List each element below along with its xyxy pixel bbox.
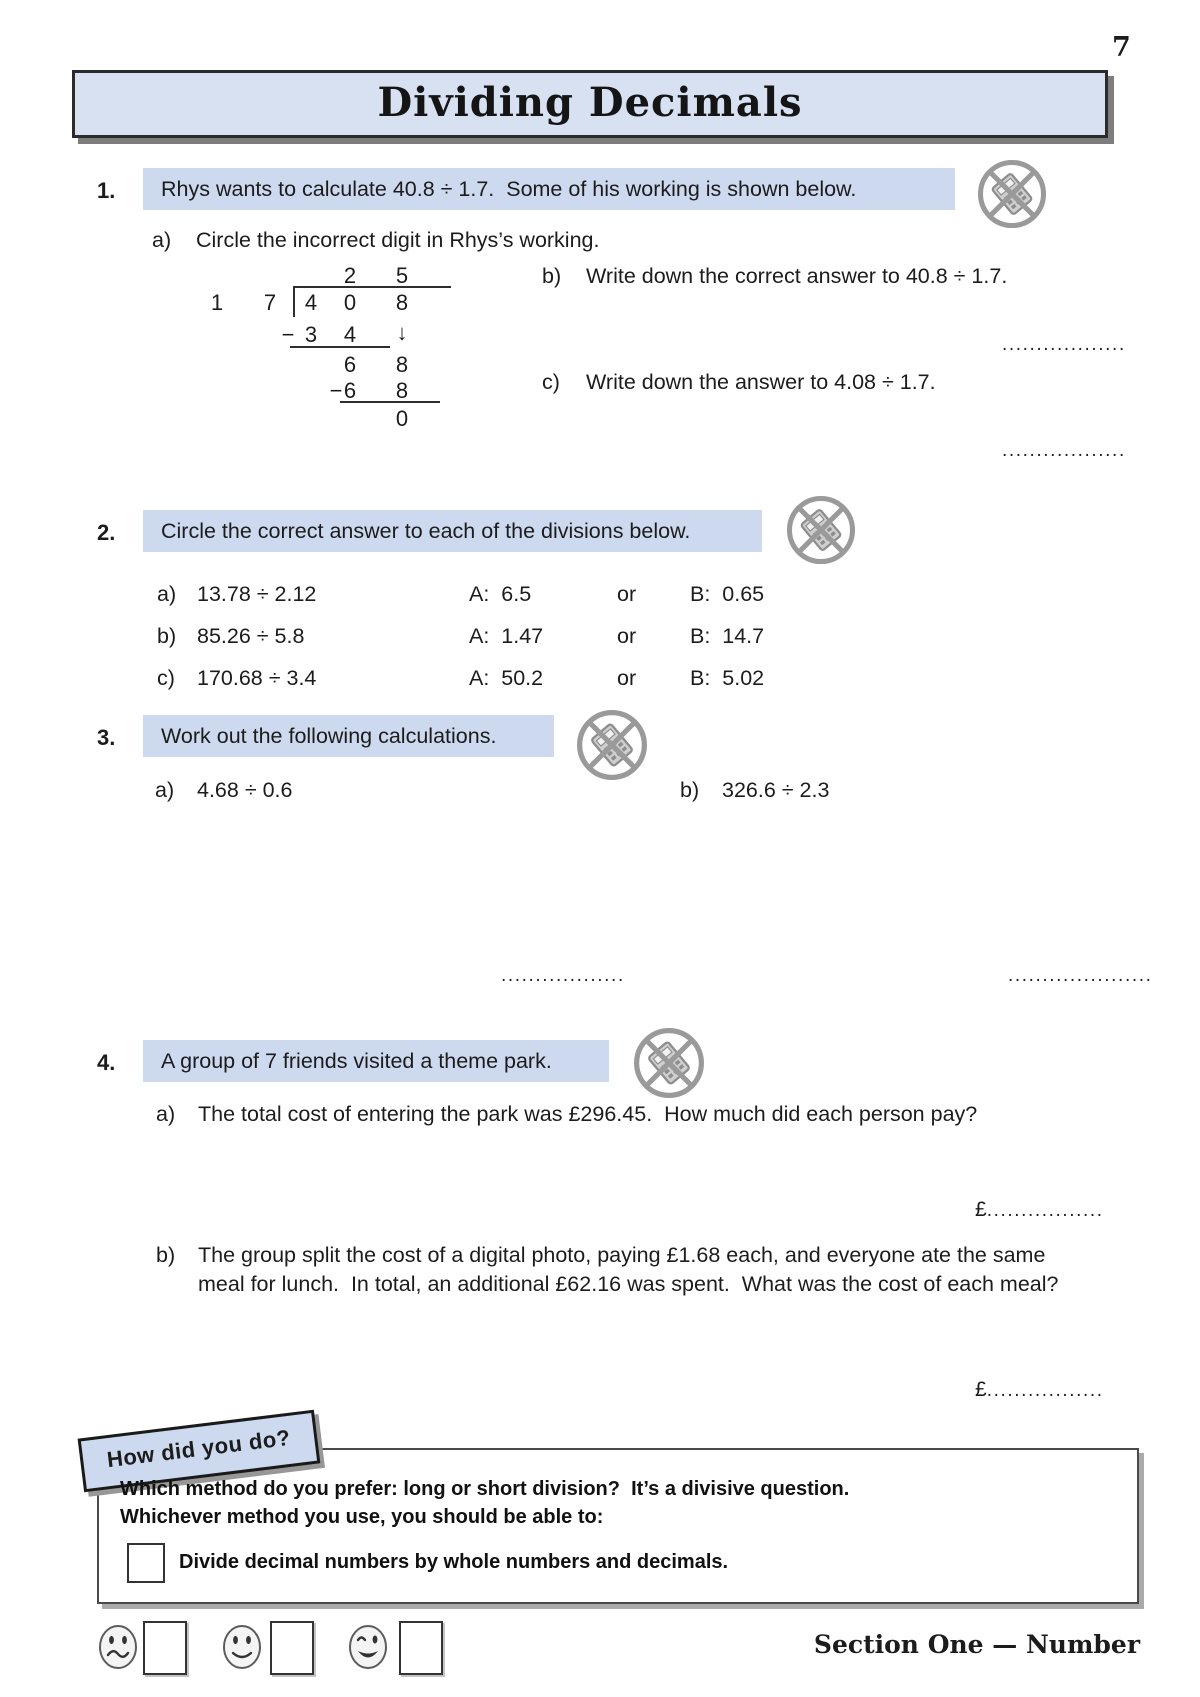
review-line1: Which method do you prefer: long or short division? It’s a divisive question. [120,1478,850,1500]
currency-symbol: £ [975,1198,987,1221]
q1c-text: Write down the answer to 4.08 ÷ 1.7. [586,370,936,394]
q4b-label: b) [156,1243,176,1267]
division-sub1-digit[interactable]: 4 [343,322,357,347]
section-footer: Section One — Number [813,1630,1140,1659]
division-dividend-digit[interactable]: 0 [343,290,357,315]
division-sub1-digit[interactable]: 3 [304,322,318,347]
division-underline [340,401,440,403]
q1a-text: Circle the incorrect digit in Rhys’s working. [196,228,600,252]
answer-dots: ................. [986,1200,1104,1221]
q4-number: 4. [97,1050,116,1075]
q1c-label: c) [542,370,560,394]
q3a-answer-line[interactable]: .................. [501,965,625,986]
q4a-answer-line[interactable] [975,1198,1104,1222]
q1b-answer-line[interactable]: .................. [1002,334,1126,355]
q2c-option-a[interactable]: A: 50.2 [469,666,544,690]
q1-stem-highlight: Rhys wants to calculate 40.8 ÷ 1.7. Some of his working is shown below. [143,168,955,210]
q2b-option-b[interactable]: B: 14.7 [690,624,765,648]
division-quotient-digit[interactable]: 2 [343,263,357,288]
division-sub2-digit[interactable]: 6 [343,378,357,403]
review-line2: Whichever method you use, you should be able to: [120,1506,604,1528]
objective-text: Divide decimal numbers by whole numbers and decimals. [179,1551,729,1573]
division-dividend-digit[interactable]: 8 [395,290,409,315]
q2b-label: b) [157,624,177,648]
q3a-expression: 4.68 ÷ 0.6 [197,778,293,802]
division-result-digit[interactable]: 0 [395,406,409,431]
q2c-expression: 170.68 ÷ 3.4 [197,666,317,690]
q2c-or: or [617,666,637,690]
no-calculator-icon [575,708,649,782]
q3-number: 3. [97,725,116,750]
q4-stem-highlight: A group of 7 friends visited a theme park. [143,1040,609,1082]
q2a-option-b[interactable]: B: 0.65 [690,582,765,606]
neutral-checkbox[interactable] [270,1621,314,1675]
q2-stem-highlight: Circle the correct answer to each of the divisions below. [143,510,762,552]
q2b-option-a[interactable]: A: 1.47 [469,624,544,648]
division-minus-sign: − [329,378,343,403]
no-calculator-icon [976,158,1048,230]
q1b-text: Write down the correct answer to 40.8 ÷ 1.7. [586,264,1008,288]
division-dividend-digit[interactable]: 4 [304,290,318,315]
q2b-or: or [617,624,637,648]
division-bracket [293,286,295,317]
q3-stem-highlight: Work out the following calculations. [143,715,554,757]
q3b-answer-line[interactable]: ..................... [1008,965,1153,986]
objective-checkbox[interactable] [127,1543,165,1583]
answer-dots: ................. [986,1380,1104,1401]
happy-face-icon [347,1624,389,1670]
q4a-text: The total cost of entering the park was £296.45. How much did each person pay? [198,1102,978,1126]
q2a-or: or [617,582,637,606]
q1a-label: a) [152,228,172,252]
q1c-answer-line[interactable]: .................. [1002,440,1126,461]
q3a-label: a) [155,778,175,802]
q4b-text-line2: meal for lunch. In total, an additional £62.16 was spent. What was the cost of each meal? [198,1272,1059,1296]
neutral-face-icon [221,1624,263,1670]
division-remainder-digit[interactable]: 6 [343,352,357,377]
q2a-expression: 13.78 ÷ 2.12 [197,582,317,606]
q1b-label: b) [542,264,562,288]
title-banner [72,70,1108,138]
q2c-option-b[interactable]: B: 5.02 [690,666,765,690]
division-minus-sign: − [281,322,295,347]
how-did-you-do-label: How did you do? [105,1424,292,1473]
q4b-answer-line[interactable] [975,1378,1104,1402]
q3b-expression: 326.6 ÷ 2.3 [722,778,830,802]
no-calculator-icon [785,494,857,566]
q4a-label: a) [156,1102,176,1126]
division-divisor-digit[interactable]: 1 [210,290,224,315]
currency-symbol: £ [975,1378,987,1401]
division-sub2-digit[interactable]: 8 [395,378,409,403]
q2a-option-a[interactable]: A: 6.5 [469,582,532,606]
division-bring-down-arrow: ↓ [396,320,408,345]
happy-checkbox[interactable] [399,1621,443,1675]
division-quotient-digit[interactable]: 5 [395,263,409,288]
q1-number: 1. [97,178,116,203]
q2b-expression: 85.26 ÷ 5.8 [197,624,305,648]
sad-checkbox[interactable] [143,1621,187,1675]
no-calculator-icon [632,1026,706,1100]
q2a-label: a) [157,582,177,606]
q2-number: 2. [97,520,116,545]
division-remainder-digit[interactable]: 8 [395,352,409,377]
division-divisor-digit[interactable]: 7 [263,290,277,315]
q2c-label: c) [157,666,175,690]
division-overbar [293,286,451,288]
q4b-text-line1: The group split the cost of a digital photo, paying £1.68 each, and everyone ate the same [198,1243,1046,1267]
page-title: Dividing Decimals [377,79,803,126]
page-number: 7 [1112,32,1131,63]
sad-face-icon [97,1624,139,1670]
q3b-label: b) [680,778,700,802]
division-underline [290,346,390,348]
